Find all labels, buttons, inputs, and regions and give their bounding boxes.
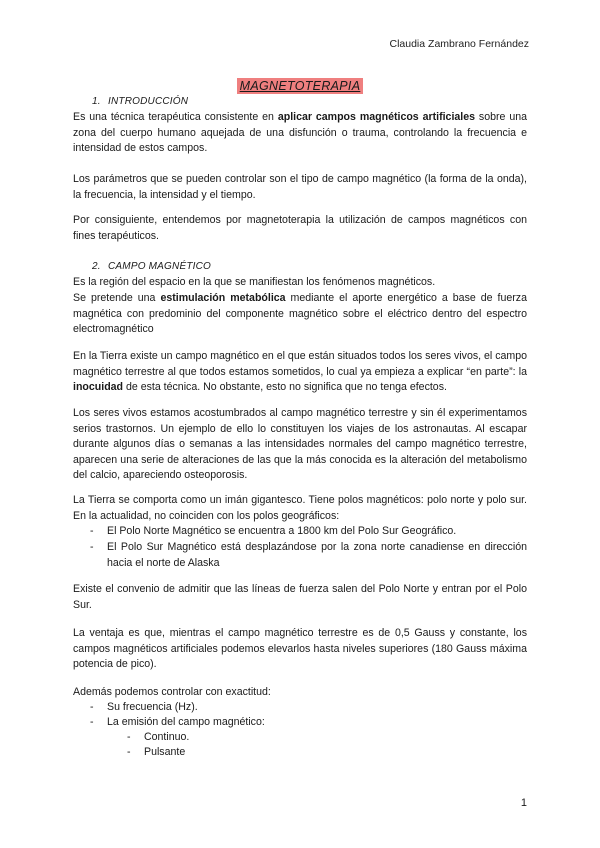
section-heading-introduccion: 1. INTRODUCCIÓN — [92, 96, 189, 107]
list-item: - Su frecuencia (Hz). — [90, 701, 198, 713]
list-item: - El Polo Norte Magnético se encuentra a 1800 km del Polo Sur Geográfico. — [90, 525, 457, 537]
intro-paragraph-2: Los parámetros que se pueden controlar son el tipo de campo magnético (la forma de la onda), la frecuencia, la intensidad y el tiempo. — [73, 173, 527, 201]
document-title: MAGNETOTERAPIA — [237, 78, 364, 94]
intro-paragraph-1: Es una técnica terapéutica consistente en aplicar campos magnéticos artificiales sobre una zona del cuerpo humano aquejada de una disfunción o trauma, controlando la frecuencia e intensidad de estos campos. — [73, 111, 527, 155]
page-number: 1 — [520, 797, 527, 809]
campo-paragraph-8: Además podemos controlar con exactitud: — [73, 686, 271, 698]
campo-paragraph-7: La ventaja es que, mientras el campo magnético terrestre es de 0,5 Gauss y constante, los campos magnéticos artificiales podemos elevarlos hasta niveles superiores (180 Gauss máxima potencia de pico). — [73, 627, 527, 671]
sub-list-item: - Pulsante — [127, 746, 186, 758]
section-heading-campo-magnetico: 2. CAMPO MAGNÉTICO — [92, 261, 212, 272]
campo-paragraph-5: La Tierra se comporta como un imán gigantesco. Tiene polos magnéticos: polo norte y polo sur. En la actualidad, no coinciden con los polos geográficos: — [73, 494, 527, 522]
campo-paragraph-1: Es la región del espacio en la que se manifiestan los fenómenos magnéticos. — [73, 276, 436, 288]
campo-paragraph-3: En la Tierra existe un campo magnético en el que están situados todos los seres vivos, el campo magnético terrestre al que todos estamos sometidos, lo cual ya empieza a explicar “en parte”: la inocuidad de esta técnica. No obstante, esto no significa que no tenga efectos. — [73, 350, 528, 394]
intro-paragraph-3: Por consiguiente, entendemos por magnetoterapia la utilización de campos magnéticos con fines terapéuticos. — [73, 214, 527, 242]
sub-list-item: - Continuo. — [127, 731, 190, 743]
list-item: - El Polo Sur Magnético está desplazándose por la zona norte canadiense en dirección hacia el norte de Alaska — [90, 541, 527, 569]
author-header: Claudia Zambrano Fernández — [389, 38, 529, 50]
campo-paragraph-2: Se pretende una estimulación metabólica mediante el aporte energético a base de fuerza magnética con predominio del componente magnético sobre el eléctrico dentro del espectro electromagnético — [73, 292, 527, 336]
list-item: - La emisión del campo magnético: — [90, 716, 265, 728]
campo-paragraph-6: Existe el convenio de admitir que las líneas de fuerza salen del Polo Norte y entran por el Polo Sur. — [73, 583, 527, 611]
campo-paragraph-4: Los seres vivos estamos acostumbrados al campo magnético terrestre y sin él experimentamos serios trastornos. Un ejemplo de ello lo constituyen los viajes de los astronautas. Al escapar durante algunos días o semanas a las intensidades normales del campo magnético terrestre, aparecen una serie de alteraciones de las que la más conocida es la alteración del metabolismo del calcio, apareciendo osteoporosis. — [73, 407, 527, 482]
